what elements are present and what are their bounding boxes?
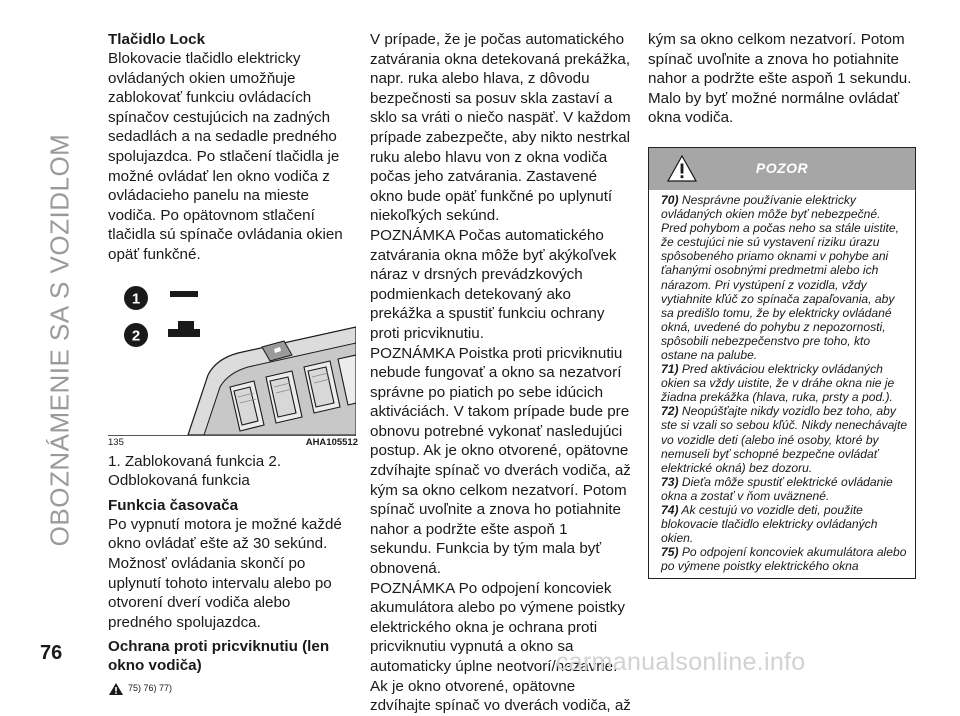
heading-lock-button: Tlačidlo Lock: [108, 31, 206, 48]
warning-item-number: 70): [661, 192, 679, 207]
locked-symbol-icon: [170, 291, 198, 297]
warning-item-text: Pred aktiváciou elektricky ovládaných okien sa vždy uistite, že v dráhe okna nie je žiadna prekážka (hlava, ruka, prsty a pod.).: [661, 362, 895, 405]
page-number: 76: [40, 642, 63, 664]
warning-item: [661, 362, 909, 404]
warning-item: [661, 404, 909, 474]
figure-number: 135: [108, 436, 124, 448]
figure-code: AHA105512: [305, 436, 358, 448]
column-2: [370, 30, 632, 716]
section-side-tab-label: OBOZNÁMENIE SA S VOZIDLOM: [44, 133, 75, 547]
figure-caption: 1. Zablokovaná funkcia 2. Odblokovaná funkcia: [108, 452, 282, 490]
warning-item: [661, 475, 909, 503]
warning-item-text: Dieťa môže spustiť elektrické ovládanie okna a zostať v ňom uväznené.: [661, 474, 893, 503]
window-switch-illustration: [108, 275, 356, 435]
warning-item-number: 71): [661, 362, 679, 377]
heading-pinch-protection: Ochrana proti pricviknutiu (len okno vodiča): [108, 638, 330, 675]
warning-box: [648, 147, 916, 579]
column-1: [108, 30, 358, 699]
para-continued: kým sa okno celkom nezatvorí. Potom spínač uvoľnite a znova ho potiahnite nahor a podržte ešte aspoň 1 sekundu. Malo by byť možné normálne ovládať okna vodiča.: [648, 31, 912, 127]
unlocked-symbol-icon: [168, 321, 200, 337]
warning-item-text: Nesprávne používanie elektricky ovládaných okien môže byť nebezpečné. Pred pohybom a počas neho sa stále uistite, že cestujúci nie sú vystavení riziku úrazu spôsobeného priamo oknami v pohybe ani ťahanými osobnými predmetmi alebo ich nárazom. Pri vystúpení z vozidla, vždy vytiahnite kľúč zo spínača zapaľovania, aby sa predišlo tomu, že by elektricky ovládané okná, uvedené do pohybu z nepozornosti, spôsobili nebezpečenstvo pre toho, kto ostane na palube.: [661, 192, 899, 362]
column-3: [648, 30, 920, 579]
heading-timer: Funkcia časovača: [108, 496, 239, 514]
warning-item: [661, 193, 909, 362]
para-timer: Po vypnutí motora je možné každé okno ovládať ešte až 30 sekúnd. Možnosť ovládania skončí po uplynutí tohoto intervalu alebo po otvorení dverí vodiča alebo predného spolujazdca.: [108, 515, 342, 631]
para-obstacle-detection: V prípade, že je počas automatického zatvárania okna detekovaná prekážka, napr. ruka alebo hlava, z dôvodu bezpečnosti sa posuv skla zastaví a sklo sa vráti o niečo naspäť. V každom prípade zabezpečte, aby nikto nestrkal ruku alebo hlavu von z okna vodiča počas jeho zatvárania. Zastavené okno bude opäť funkčné po uplynutí niekoľkých sekúnd.: [370, 31, 631, 225]
warning-item-number: 73): [661, 474, 679, 489]
para-note-rough-conditions: POZNÁMKA Počas automatického zatvárania okna môže byť akýkoľvek náraz v drsných prevádzkových podmienkach detekovaný ako prekážka a spustiť funkciu ochrany proti pricviknutiu.: [370, 226, 617, 342]
warning-triangle-icon: [108, 682, 124, 696]
warning-references-text: 75) 76) 77): [128, 683, 173, 694]
para-note-battery-disconnect: POZNÁMKA Po odpojení koncoviek akumulátora alebo po výmene poistky elektrického okna je ochrana proti pricviknutiu vypnutá a okno sa automaticky úplne neotvorí/nezavrie. Ak je okno otvorené, opätovne zdvíhajte spínač vo dverách vodiča, až: [370, 579, 631, 715]
warning-item-text: Neopúšťajte nikdy vozidlo bez toho, aby ste si vzali so sebou kľúč. Nikdy nenechávajte vo vozidle deti (alebo iné osoby, ktoré by nemuseli byť schopné bezpečne ovládať elektrické okná) bez dozoru.: [661, 404, 908, 475]
figure-caption-row: [108, 437, 358, 449]
warning-item-number: 75): [661, 545, 679, 560]
warning-box-header: [649, 148, 915, 190]
marker-1-text: 1: [131, 290, 141, 308]
warning-box-title: POZOR: [755, 159, 809, 176]
figure-window-switch: [108, 275, 356, 436]
warning-references: [108, 679, 358, 699]
warning-item-text: Ak cestujú vo vozidle deti, použite blokovacie tlačidlo elektricky ovládaných okien.: [661, 503, 878, 546]
para-lock-button: Blokovacie tlačidlo elektricky ovládaných okien umožňuje zablokovať funkciu ovládacích spínačov cestujúcich na zadných sedadlách a na sedadle predného spolujazdca. Po stlačení tlačidla je možné ovládať len okno vodiča z ovládacieho panelu na mieste vodiča. Po opätovnom stlačení tlačidla sú spínače ovládania okien opäť funkčné.: [108, 50, 343, 263]
warning-item: [661, 503, 909, 545]
warning-item-number: 72): [661, 404, 679, 419]
watermark: carmanualsonline.info: [556, 648, 806, 676]
warning-box-body: [649, 190, 915, 578]
marker-2-text: 2: [131, 327, 141, 345]
warning-item: [661, 545, 909, 573]
para-note-five-activations: POZNÁMKA Poistka proti pricviknutiu nebude fungovať a okno sa nezatvorí správne po piatich po sebe idúcich aktiváciách. V takom prípade bude pre obnovu potrebné vykonať nasledujúci postup. Ak je okno otvorené, opätovne zdvíhajte spínač vo dverách vodiča, až kým sa okno celkom nezatvorí. Potom spínač uvoľnite a znova ho potiahnite nahor a podržte ešte aspoň 1 sekundu. Funkcia by tým mala byť obnovená.: [370, 344, 631, 578]
warning-item-text: Po odpojení koncoviek akumulátora alebo po výmene poistky elektrického okna: [661, 545, 907, 574]
warning-item-number: 74): [661, 503, 679, 518]
